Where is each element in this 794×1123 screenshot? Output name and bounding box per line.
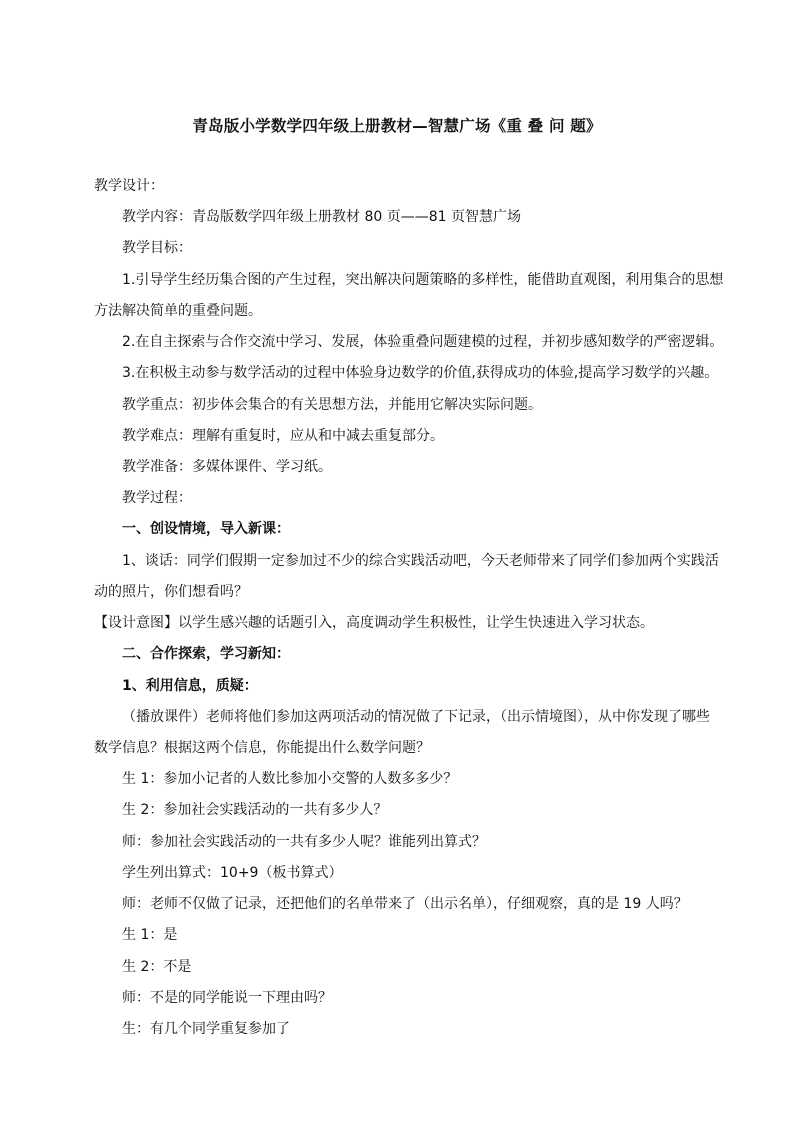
intro-talk-line-2: 动的照片，你们想看吗？ xyxy=(94,584,248,600)
teaching-content: 教学内容：青岛版数学四年级上册教材 80 页——81 页智慧广场 xyxy=(122,209,521,225)
student-1-answer: 生 1：是 xyxy=(122,927,178,943)
teaching-goals-label: 教学目标： xyxy=(122,240,192,256)
teacher-name-list: 师：老师不仅做了记录，还把他们的名单带来了（出示名单），仔细观察，真的是 19 人吗？ xyxy=(122,896,688,912)
student-2-answer: 生 2：不是 xyxy=(122,959,192,975)
teaching-difficulty: 教学难点：理解有重复时，应从和中减去重复部分。 xyxy=(122,428,444,444)
goal-3: 3.在积极主动参与数学活动的过程中体验身边数学的价值,获得成功的体验,提高学习数学的兴趣。 xyxy=(122,365,719,381)
student-2-question: 生 2：参加社会实践活动的一共有多少人？ xyxy=(122,802,388,818)
intro-talk-line-1: 1、谈话：同学们假期一定参加过不少的综合实践活动吧，今天老师带来了同学们参加两个实践活 xyxy=(122,553,719,569)
teacher-question: 师：参加社会实践活动的一共有多少人呢？谁能列出算式？ xyxy=(122,834,486,850)
courseware-line-1: （播放课件）老师将他们参加这两项活动的情况做了下记录，（出示情境图），从中你发现了哪些 xyxy=(122,709,710,725)
goal-1-line-2: 方法解决简单的重叠问题。 xyxy=(94,303,262,319)
goal-1-line-1: 1.引导学生经历集合图的产生过程，突出解决问题策略的多样性，能借助直观图，利用集合的思想 xyxy=(122,272,724,288)
document-title: 青岛版小学数学四年级上册教材—智慧广场《重 叠 问 题》 xyxy=(192,117,602,135)
courseware-line-2: 数学信息？根据这两个信息，你能提出什么数学问题？ xyxy=(94,740,430,756)
teacher-ask-reason: 师：不是的同学能说一下理由吗？ xyxy=(122,990,332,1006)
teaching-process-label: 教学过程： xyxy=(122,490,192,506)
section-heading-2: 二、合作探索，学习新知： xyxy=(122,646,290,662)
subsection-heading-1: 1、利用信息，质疑： xyxy=(122,678,258,694)
section-heading-1: 一、创设情境，导入新课： xyxy=(122,521,290,537)
section-label-teaching-design: 教学设计： xyxy=(94,178,164,194)
teaching-key-point: 教学重点：初步体会集合的有关思想方法，并能用它解决实际问题。 xyxy=(122,397,542,413)
goal-2: 2.在自主探索与合作交流中学习、发展，体验重叠问题建模的过程，并初步感知数学的严密逻辑。 xyxy=(122,334,724,350)
student-reason: 生：有几个同学重复参加了 xyxy=(122,1021,290,1037)
teaching-preparation: 教学准备：多媒体课件、学习纸。 xyxy=(122,459,332,475)
student-1-question: 生 1：参加小记者的人数比参加小交警的人数多多少？ xyxy=(122,771,458,787)
student-formula: 学生列出算式：10+9（板书算式） xyxy=(122,865,343,881)
design-intent: 【设计意图】以学生感兴趣的话题引入，高度调动学生积极性，让学生快速进入学习状态。 xyxy=(94,615,654,631)
